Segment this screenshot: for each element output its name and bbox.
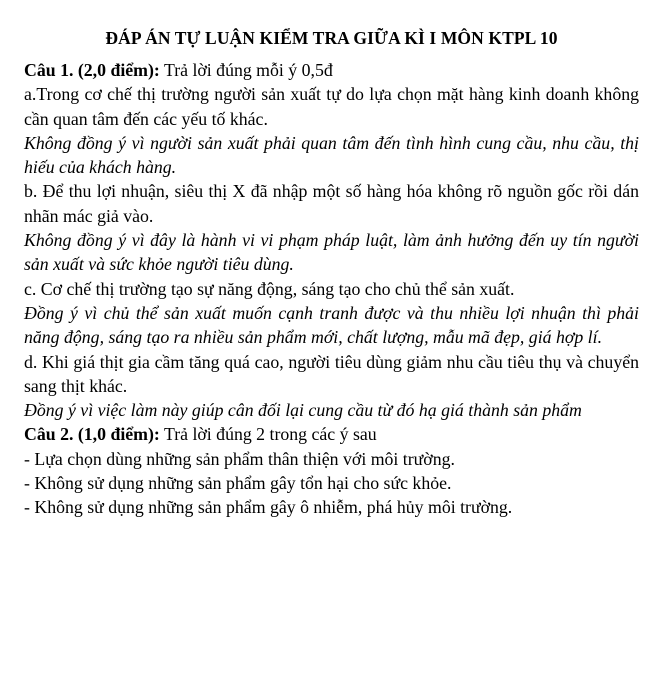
question-1-instruction: Trả lời đúng mỗi ý 0,5đ: [159, 60, 333, 80]
question-2: [24, 422, 639, 519]
item-a-statement: a.Trong cơ chế thị trường người sản xuất tự do lựa chọn mặt hàng kinh doanh không cần quan tâm đến các yếu tố khác.: [24, 84, 639, 129]
question-1-heading: Câu 1. (2,0 điểm):: [24, 60, 160, 80]
question-2-instruction: Trả lời đúng 2 trong các ý sau: [159, 424, 377, 445]
question-2-option: - Không sử dụng những sản phẩm gây tổn hại cho sức khỏe.: [24, 473, 452, 494]
question-2-option: - Lựa chọn dùng những sản phẩm thân thiện với môi trường.: [24, 448, 455, 469]
item-b-statement: b. Để thu lợi nhuận, siêu thị X đã nhập một số hàng hóa không rõ nguồn gốc rồi dán nhãn mác giả vào.: [24, 181, 639, 226]
document-title: ĐÁP ÁN TỰ LUẬN KIỂM TRA GIỮA KÌ I MÔN KTPL 10: [105, 28, 558, 48]
item-d-statement: d. Khi giá thịt gia cầm tăng quá cao, người tiêu dùng giảm nhu cầu tiêu thụ và chuyển sang thịt khác.: [24, 351, 639, 396]
item-c-answer: Đồng ý vì chủ thể sản xuất muốn cạnh tranh được và thu nhiều lợi nhuận thì phải năng động, sáng tạo ra nhiều sản phẩm mới, chất lượng, mẫu mã đẹp, giá hợp lí.: [24, 302, 639, 348]
question-1: [24, 58, 639, 422]
question-2-option: - Không sử dụng những sản phẩm gây ô nhiễm, phá hủy môi trường.: [24, 497, 513, 518]
item-a-answer: Không đồng ý vì người sản xuất phải quan tâm đến tình hình cung cầu, nhu cầu, thị hiếu của khách hàng.: [24, 132, 639, 178]
item-b-answer: Không đồng ý vì đây là hành vi vi phạm pháp luật, làm ảnh hưởng đến uy tín người sản xuất và sức khỏe người tiêu dùng.: [24, 230, 639, 275]
question-1-header: [24, 58, 639, 82]
question-2-header: [24, 422, 639, 446]
item-d-answer: Đồng ý vì việc làm này giúp cân đối lại cung cầu từ đó hạ giá thành sản phẩm: [24, 400, 582, 421]
item-c-statement: c. Cơ chế thị trường tạo sự năng động, sáng tạo cho chủ thể sản xuất.: [24, 278, 515, 299]
question-2-heading: Câu 2. (1,0 điểm):: [24, 424, 160, 445]
